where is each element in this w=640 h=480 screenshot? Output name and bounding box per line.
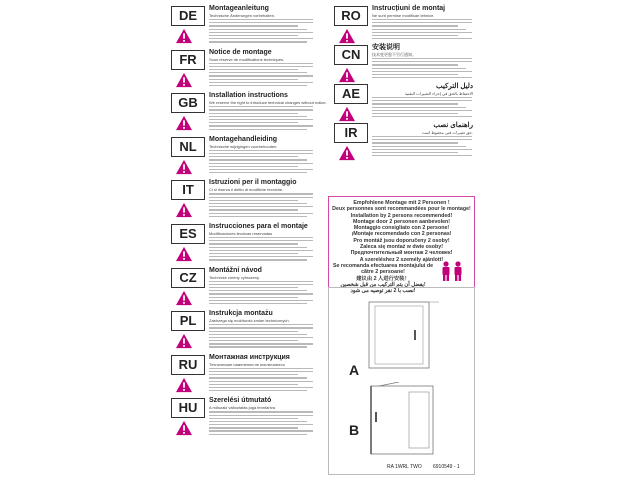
- body-text: [372, 97, 472, 119]
- section-title: Szerelési útmutató: [209, 397, 272, 405]
- section-de: [165, 4, 315, 48]
- section-fr: [165, 48, 315, 92]
- section-subtitle: A műszaki változtatás joga fenntartva: [209, 405, 276, 411]
- section-title: Installation instructions: [209, 92, 288, 100]
- notice-line: Montaggio consigliato con 2 persone!: [353, 225, 450, 232]
- warning-icon: [175, 72, 193, 88]
- notice-line: 建议由 2 人进行安装！: [356, 275, 410, 282]
- language-code: ES: [171, 224, 205, 244]
- section-title: Montagehandleiding: [209, 135, 278, 143]
- notice-line: A szereléshez 2 személy ajánlott!: [359, 256, 444, 263]
- section-subtitle: 技术变更恕不另行通知。: [372, 52, 416, 57]
- language-code: RO: [334, 6, 368, 26]
- body-text: [209, 19, 313, 45]
- document-number: 6910549 - 1: [433, 464, 460, 470]
- section-subtitle: Технические изменения не исключаются: [209, 361, 285, 367]
- section-subtitle: Ne sunt permise modificari tehnice.: [372, 13, 435, 18]
- section-subtitle: حق تغییرات فنی محفوظ است.: [421, 130, 473, 135]
- section-ir: [328, 121, 475, 160]
- body-text: [372, 19, 472, 41]
- language-code: PL: [171, 311, 205, 331]
- body-text: [209, 63, 313, 89]
- section-pl: [165, 309, 315, 353]
- section-subtitle: Technické změny vyhrazeny.: [209, 274, 260, 280]
- section-subtitle: We reserve the right to introduce technical changes without notice.: [209, 100, 327, 106]
- warning-icon: [175, 377, 193, 393]
- warning-icon: [175, 28, 193, 44]
- warning-icon: [175, 159, 193, 175]
- notice-line: Предпочтительный монтаж 2 человек!: [350, 250, 453, 257]
- section-title: Instrucciones para el montaje: [209, 222, 308, 230]
- section-cn: [328, 43, 475, 82]
- body-text: [372, 58, 472, 80]
- language-code: CZ: [171, 268, 205, 288]
- variant-diagram: [328, 287, 475, 475]
- language-code: NL: [171, 137, 205, 157]
- section-subtitle: Zastrzega się możliwość zmian technicznych.: [209, 318, 290, 324]
- notice-line: Montage door 2 personen aanbevolen!: [352, 218, 451, 225]
- notice-line: يفضل أن يتم التركيب من قبل شخصين!: [340, 281, 426, 288]
- section-it: [165, 178, 315, 222]
- section-title: Instrukcja montażu: [209, 310, 273, 318]
- language-code: GB: [171, 93, 205, 113]
- body-text: [209, 237, 313, 263]
- section-title: Montážní návod: [209, 266, 262, 274]
- two-person-notice: [328, 196, 475, 295]
- warning-icon: [175, 333, 193, 349]
- model-reference: RA 1WRL TWO: [387, 464, 422, 470]
- notice-line: Se recomanda efectuarea montajului de către 2 persoane!: [332, 262, 434, 276]
- body-text: [372, 136, 472, 158]
- section-title: راهنمای نصب: [433, 122, 473, 129]
- notice-line: Deux personnes sont recommandées pour le montage!: [332, 206, 471, 213]
- section-ae: [328, 82, 475, 121]
- section-cz: [165, 266, 315, 310]
- section-subtitle: Technische wijzigingen voorbehouden.: [209, 143, 278, 149]
- section-gb: [165, 91, 327, 135]
- body-text: [209, 193, 313, 219]
- section-ru: [165, 353, 315, 397]
- section-title: Монтажная инструкция: [209, 353, 290, 361]
- section-subtitle: Sous réserve de modifications techniques.: [209, 56, 285, 62]
- section-subtitle: Ci si riserva il diritto di modifiche tecniche.: [209, 187, 284, 193]
- language-code: CN: [334, 45, 368, 65]
- language-code: FR: [171, 50, 205, 70]
- body-text: [209, 324, 313, 350]
- warning-icon: [175, 420, 193, 436]
- body-text: [209, 411, 313, 437]
- right-language-column: [328, 4, 475, 160]
- warning-icon: [175, 202, 193, 218]
- section-subtitle: Modificaciones técnicas reservadas: [209, 230, 273, 236]
- section-subtitle: الاحتفاظ بالحق في إجراء التغييرات التقنية: [404, 91, 473, 96]
- variant-label-a: A: [349, 362, 360, 378]
- notice-line: Pro montáž jsou doporučeny 2 osoby!: [353, 237, 450, 244]
- notice-line: Installation by 2 persons recommended!: [350, 212, 453, 219]
- warning-icon: [338, 67, 356, 83]
- warning-icon: [338, 145, 356, 161]
- body-text: [209, 281, 313, 307]
- section-title: Instrucțiuni de montaj: [372, 5, 446, 12]
- warning-icon: [338, 28, 356, 44]
- section-subtitle: Technische Änderungen vorbehalten.: [209, 13, 276, 18]
- language-code: IR: [334, 123, 368, 143]
- language-code: HU: [171, 398, 205, 418]
- language-code: RU: [171, 355, 205, 375]
- notice-line: ¡Montaje recomendado con 2 personas!: [351, 231, 452, 238]
- language-code: DE: [171, 6, 205, 26]
- section-title: دليل التركيب: [436, 83, 473, 90]
- warning-icon: [175, 246, 193, 262]
- body-text: [209, 106, 313, 132]
- shower-door-drawing-b: [359, 382, 449, 458]
- section-title: Montageanleitung: [209, 5, 269, 12]
- section-title: Notice de montage: [209, 48, 272, 56]
- warning-icon: [175, 290, 193, 306]
- instruction-sheet: [165, 0, 475, 480]
- section-ro: [328, 4, 475, 43]
- body-text: [209, 368, 313, 394]
- section-hu: [165, 396, 315, 440]
- notice-line: Empfohlene Montage mit 2 Personen !: [353, 200, 450, 206]
- warning-icon: [175, 115, 193, 131]
- notice-line: نصب با 2 نفر توصیه می شود!: [350, 288, 416, 295]
- body-text: [209, 150, 313, 176]
- shower-door-drawing-a: [359, 300, 449, 372]
- language-code: AE: [334, 84, 368, 104]
- left-language-column: [165, 4, 327, 440]
- section-es: [165, 222, 315, 266]
- section-title: 安装说明: [372, 44, 400, 51]
- section-nl: [165, 135, 315, 179]
- notice-line: Zaleca się montaż w dwie osoby!: [359, 244, 443, 251]
- two-persons-icon: [438, 261, 466, 281]
- variant-label-b: B: [349, 422, 360, 438]
- language-code: IT: [171, 180, 205, 200]
- warning-icon: [338, 106, 356, 122]
- section-title: Istruzioni per il montaggio: [209, 179, 297, 187]
